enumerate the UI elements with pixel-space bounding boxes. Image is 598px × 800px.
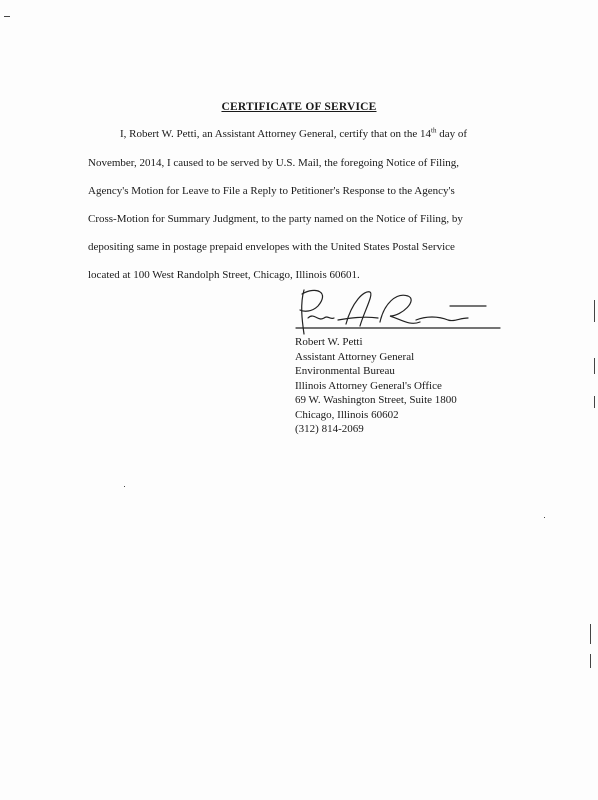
handwritten-signature [290, 282, 510, 342]
body-line-1-text: I, Robert W. Petti, an Assistant Attorney General, certify that on the 14 [120, 128, 431, 140]
signer-address: 69 W. Washington Street, Suite 1800 [295, 394, 457, 406]
scan-artifact [544, 517, 545, 518]
signer-office: Illinois Attorney General's Office [295, 379, 442, 392]
scan-artifact [594, 358, 595, 374]
ordinal-suffix: th [431, 126, 437, 135]
signer-phone: (312) 814-2069 [295, 423, 364, 435]
scan-artifact [594, 396, 595, 408]
body-line-2: November, 2014, I caused to be served by U.S. Mail, the foregoing Notice of Filing, [88, 157, 460, 169]
body-line-3: Agency's Motion for Leave to File a Reply to Petitioner's Response to the Agency's [88, 185, 455, 197]
body-line-4: Cross-Motion for Summary Judgment, to the party named on the Notice of Filing, by [88, 213, 463, 225]
signer-name: Robert W. Petti [295, 336, 363, 348]
scan-artifact [124, 486, 125, 487]
signer-bureau: Environmental Bureau [295, 365, 395, 377]
body-line-1 [120, 127, 467, 141]
scan-artifact [594, 300, 595, 322]
signer-title: Assistant Attorney General [295, 350, 415, 363]
scan-artifact [590, 624, 591, 644]
body-line-1-end: day of [436, 128, 467, 140]
signer-city: Chicago, Illinois 60602 [295, 408, 399, 421]
scan-artifact [590, 654, 591, 668]
body-line-6: located at 100 West Randolph Street, Chicago, Illinois 60601. [88, 269, 360, 281]
body-line-5: depositing same in postage prepaid envelopes with the United States Postal Service [88, 241, 455, 253]
signature-block [295, 335, 457, 437]
scan-artifact [4, 16, 10, 17]
document-title: CERTIFICATE OF SERVICE [221, 101, 377, 113]
